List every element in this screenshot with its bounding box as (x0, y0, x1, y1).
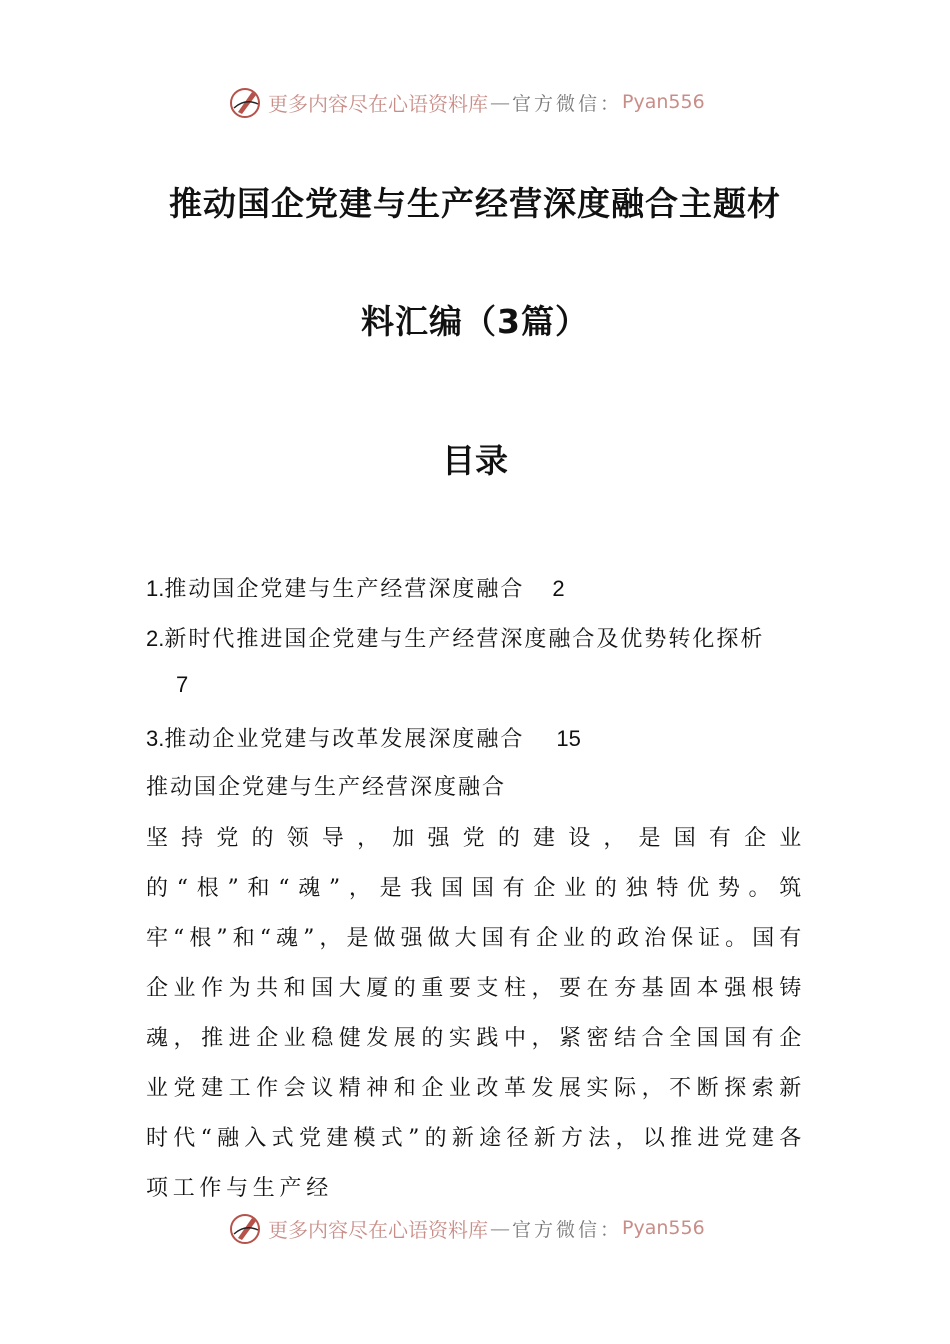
toc-item-text: 新时代推进国企党建与生产经营深度融合及优势转化探析 (164, 627, 765, 652)
watermark-wechat-label: 官方微信： (512, 92, 623, 115)
watermark-wechat-id: Pyan556 (622, 91, 705, 113)
toc-item-2[interactable] (146, 622, 764, 653)
toc-item-3[interactable] (146, 722, 581, 753)
watermark-footer (228, 1208, 748, 1248)
pen-circle-logo-icon (228, 1210, 264, 1246)
toc-item-2-page-row[interactable] (176, 672, 188, 698)
toc-heading: 目录 (442, 441, 508, 480)
watermark-dash: — (490, 1216, 510, 1240)
toc-item-page: 15 (556, 726, 581, 751)
document-title-line-2: 料汇编（3篇） (361, 302, 589, 341)
toc-item-text: 推动国企党建与生产经营深度融合 (164, 577, 525, 602)
toc-item-number: 3. (146, 726, 165, 751)
watermark-main-text: 更多内容尽在心语资料库 (268, 91, 488, 116)
watermark-main-text: 更多内容尽在心语资料库 (268, 1217, 488, 1242)
watermark-header (228, 82, 748, 122)
watermark-dash: — (490, 90, 510, 114)
watermark-wechat-id: Pyan556 (622, 1217, 705, 1239)
toc-item-number: 2. (146, 626, 165, 651)
toc-item-number: 1. (146, 576, 165, 601)
document-title-line-1: 推动国企党建与生产经营深度融合主题材 (169, 184, 781, 223)
watermark-wechat-label: 官方微信： (512, 1218, 623, 1241)
toc-item-page: 7 (176, 672, 189, 697)
pen-circle-logo-icon (228, 84, 264, 120)
toc-item-text: 推动企业党建与改革发展深度融合 (164, 727, 525, 752)
body-paragraph: 坚持党的领导，加强党的建设，是国有企业的“根”和“魂”，是我国国有企业的独特优势。筑牢“根”和“魂”，是做强做大国有企业的政治保证。国有企业作为共和国大厦的重要支柱，要在夯基固本强根铸魂，推进企业稳健发展的实践中，紧密结合全国国有企业党建工作会议精神和企业改革发展实际，不断探索新时代“融入式党建模式”的新途径新方法，以推进党建各项工作与生产经 (146, 826, 806, 1201)
section-heading: 推动国企党建与生产经营深度融合 (146, 775, 507, 800)
toc-item-page: 2 (552, 576, 565, 601)
toc-item-1[interactable] (146, 572, 565, 603)
